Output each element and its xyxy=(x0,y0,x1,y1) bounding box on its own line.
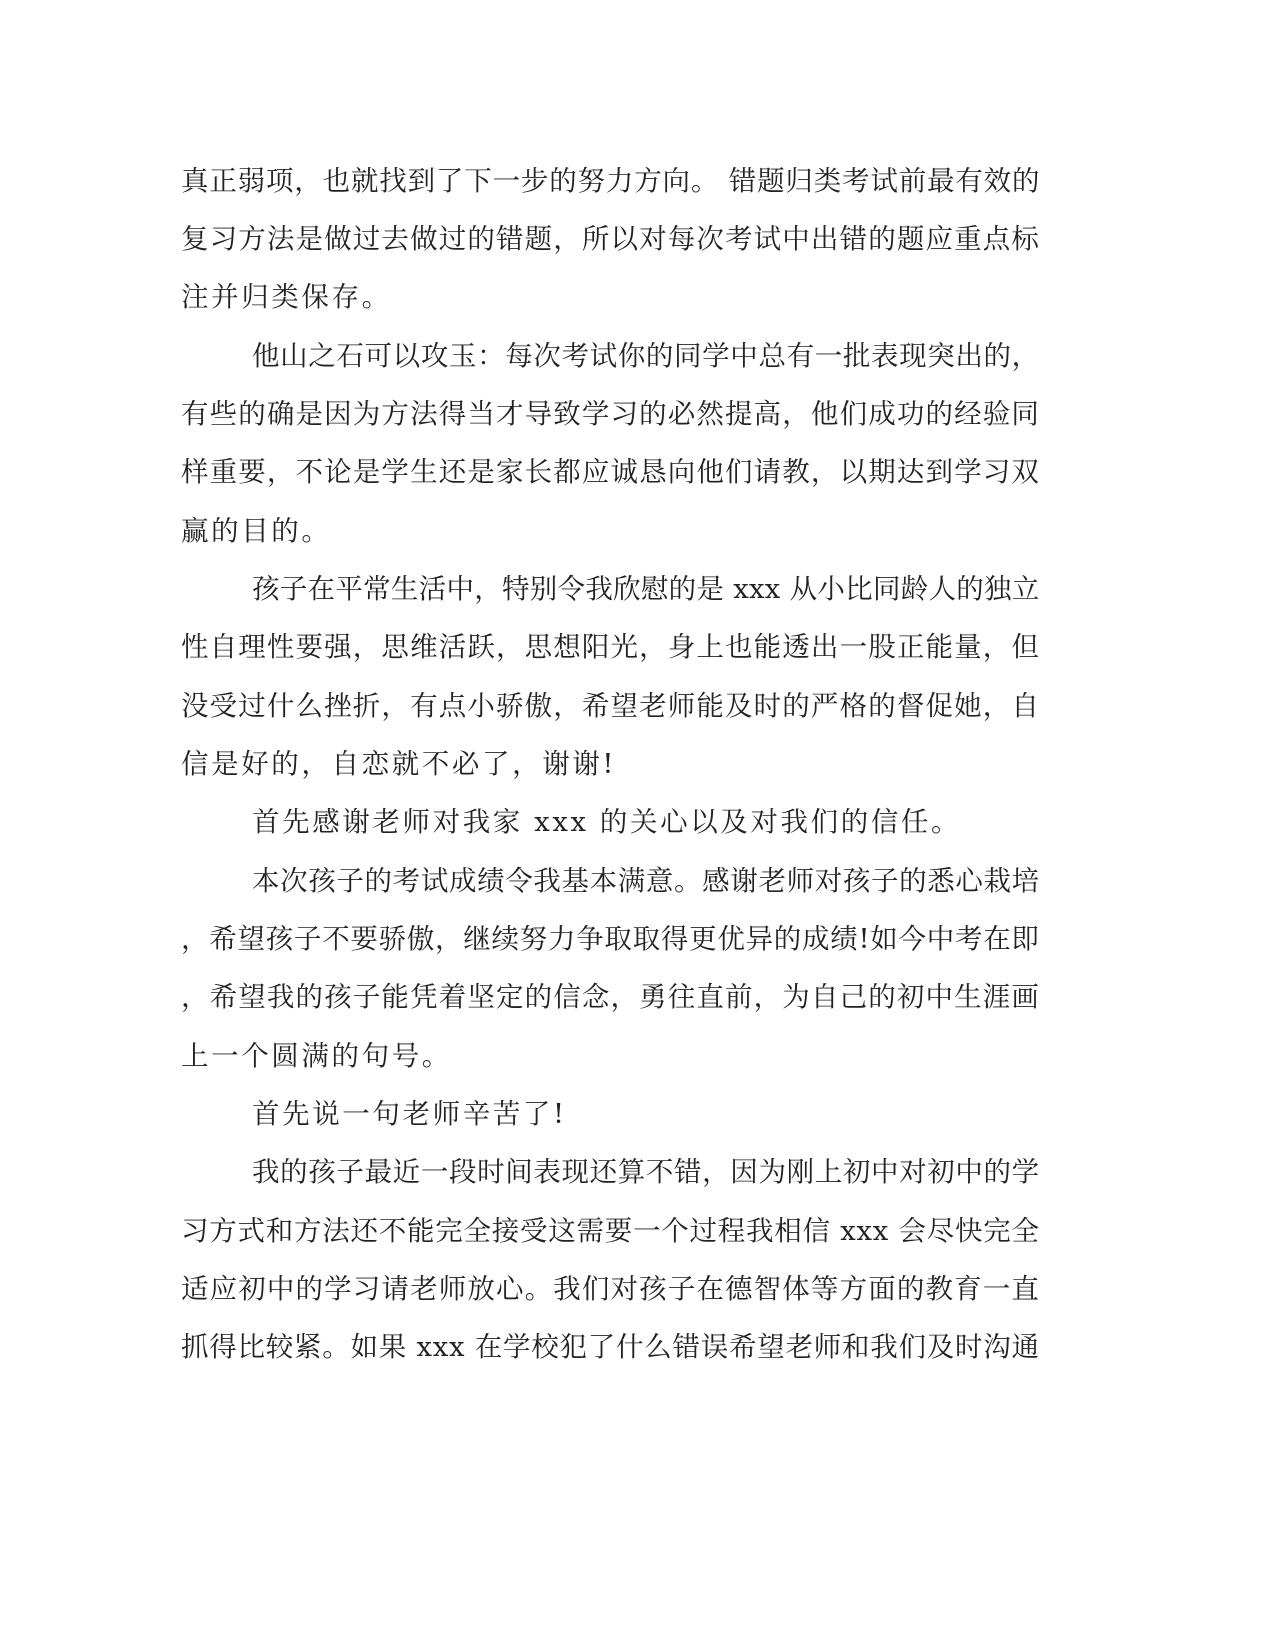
text-line: 本次孩子的考试成绩令我基本满意。感谢老师对孩子的悉心栽培 xyxy=(252,865,1040,897)
text-line: ，希望孩子不要骄傲，继续努力争取取得更优异的成绩!如今中考在即 xyxy=(181,923,1040,955)
text-line: 首先感谢老师对我家 xxx 的关心以及对我们的信任。 xyxy=(252,806,962,838)
text-line: 性自理性要强，思维活跃，思想阳光，身上也能透出一股正能量，但 xyxy=(181,631,1040,663)
text-line: 样重要，不论是学生还是家长都应诚恳向他们请教，以期达到学习双 xyxy=(181,456,1040,488)
text-line: 孩子在平常生活中，特别令我欣慰的是 xxx 从小比同龄人的独立 xyxy=(252,573,1040,605)
text-line: 复习方法是做过去做过的错题，所以对每次考试中出错的题应重点标 xyxy=(181,223,1040,255)
text-line: 习方式和方法还不能完全接受这需要一个过程我相信 xxx 会尽快完全 xyxy=(181,1215,1040,1247)
text-line: 有些的确是因为方法得当才导致学习的必然提高，他们成功的经验同 xyxy=(181,398,1040,430)
text-line: 适应初中的学习请老师放心。我们对孩子在德智体等方面的教育一直 xyxy=(181,1273,1040,1305)
text-line: 我的孩子最近一段时间表现还算不错，因为刚上初中对初中的学 xyxy=(252,1156,1040,1188)
text-line: 上一个圆满的句号。 xyxy=(181,1040,452,1072)
text-line: 没受过什么挫折，有点小骄傲，希望老师能及时的严格的督促她，自 xyxy=(181,690,1040,722)
text-line: 首先说一句老师辛苦了! xyxy=(252,1098,567,1130)
text-line: 他山之石可以攻玉：每次考试你的同学中总有一批表现突出的， xyxy=(252,340,1040,372)
text-line: 信是好的，自恋就不必了，谢谢! xyxy=(181,748,617,780)
text-line: 抓得比较紧。如果 xxx 在学校犯了什么错误希望老师和我们及时沟通 xyxy=(181,1331,1040,1363)
text-line: ，希望我的孩子能凭着坚定的信念，勇往直前，为自己的初中生涯画 xyxy=(181,981,1040,1013)
text-line: 赢的目的。 xyxy=(181,515,332,547)
text-line: 注并归类保存。 xyxy=(181,281,392,313)
text-line: 真正弱项，也就找到了下一步的努力方向。 错题归类考试前最有效的 xyxy=(181,165,1041,197)
